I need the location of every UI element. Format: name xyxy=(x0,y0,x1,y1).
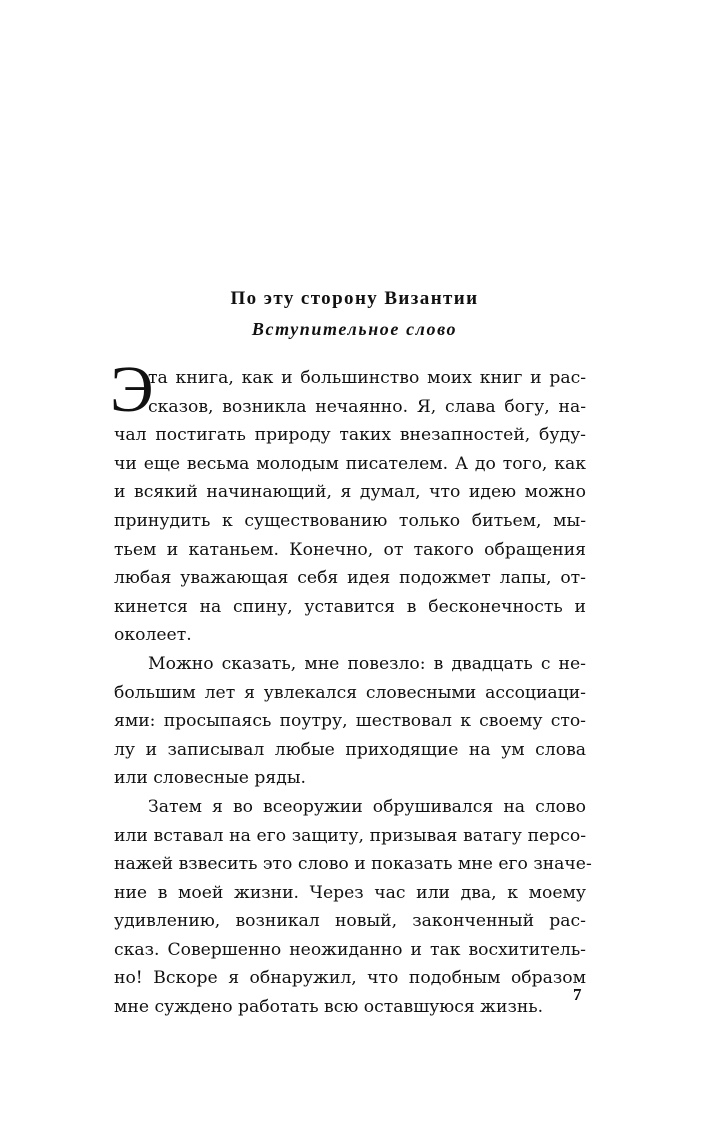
text-line: сказов, возникла нечаянно. Я, слава богу, на- xyxy=(148,396,586,417)
body-text xyxy=(110,353,592,1022)
page-number: 7 xyxy=(573,985,582,1004)
text-line: любая уважающая себя идея подожмет лапы, от- xyxy=(114,568,586,589)
text-line: тьем и катаньем. Конечно, от такого обращения xyxy=(114,539,586,560)
chapter-subtitle: Вступительное слово xyxy=(251,319,458,339)
text-line: нажей взвесить это слово и показать мне его значе- xyxy=(114,854,592,875)
drop-cap: Э xyxy=(110,353,154,426)
chapter-title: По эту сторону Византии xyxy=(230,288,479,309)
text-line: чи еще весьма молодым писателем. А до того, как xyxy=(114,453,586,474)
text-line: Затем я во всеоружии обрушивался на слово xyxy=(148,796,586,817)
text-line: удивлению, возникал новый, законченный рас- xyxy=(114,911,586,932)
text-line: кинется на спину, уставится в бесконечность и xyxy=(114,596,586,617)
text-line: или словесные ряды. xyxy=(114,768,306,789)
text-line: ями: просыпаясь поутру, шествовал к своему сто- xyxy=(114,711,586,732)
text-line: чал постигать природу таких внезапностей, буду- xyxy=(114,425,586,446)
text-line: околеет. xyxy=(114,625,192,646)
text-line: принудить к существованию только битьем, мы- xyxy=(114,510,586,531)
text-line: сказ. Совершенно неожиданно и так восхититель- xyxy=(114,939,586,960)
text-line: большим лет я увлекался словесными ассоциаци- xyxy=(114,682,586,703)
text-line: лу и записывал любые приходящие на ум слова xyxy=(114,739,586,760)
text-line: ние в моей жизни. Через час или два, к моему xyxy=(114,882,586,903)
text-line: Можно сказать, мне повезло: в двадцать с не- xyxy=(148,653,586,674)
text-line: но! Вскоре я обнаружил, что подобным образом xyxy=(114,968,586,989)
text-line: мне суждено работать всю оставшуюся жизнь. xyxy=(114,997,544,1018)
line-text: та книга, как и большинство моих книг и рас- xyxy=(148,368,586,388)
text-line: и всякий начинающий, я думал, что идею можно xyxy=(114,482,586,503)
text-line: или вставал на его защиту, призывая ватагу персо- xyxy=(114,825,586,846)
